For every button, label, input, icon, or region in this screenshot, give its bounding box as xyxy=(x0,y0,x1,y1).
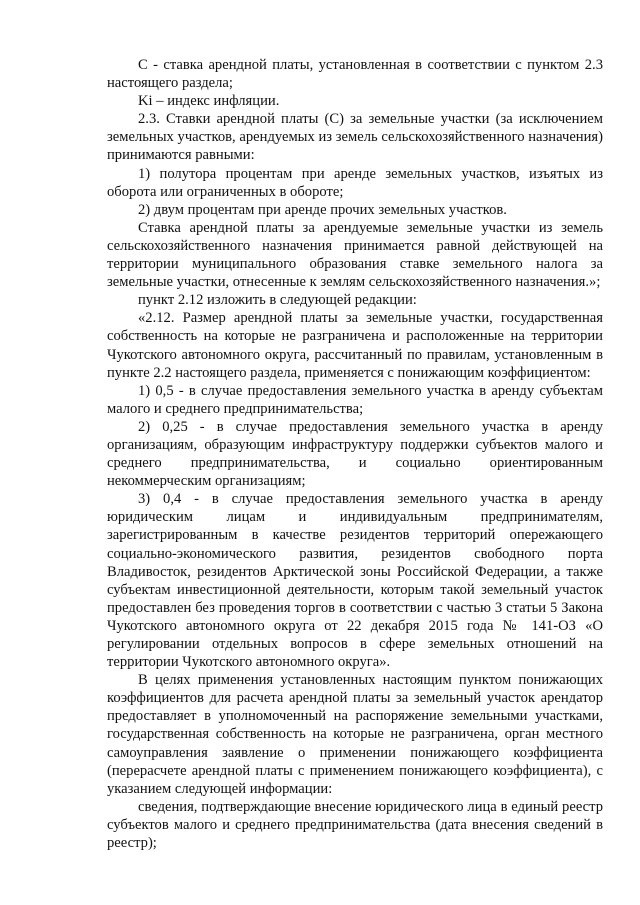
paragraph-ki-definition: Ki – индекс инфляции. xyxy=(138,93,280,110)
paragraph-2-12-item-2: 2) 0,25 - в случае предоставления земельного участка в аренду организациям, образующим инфраструктуру поддержки субъектов малого и среднего предпринимательства, и социально ориентированным некоммерческим организациям; xyxy=(107,418,603,490)
paragraph-2-12-item-1: 1) 0,5 - в случае предоставления земельного участка в аренду субъектам малого и среднего предпринимательства; xyxy=(107,382,603,417)
document-page xyxy=(107,56,603,852)
paragraph-2-3-item-2: 2) двум процентам при аренде прочих земельных участков. xyxy=(138,201,507,218)
paragraph-2-3-item-1: 1) полутора процентам при аренде земельных участков, изъятых из оборота или ограниченных в обороте; xyxy=(107,165,603,200)
paragraph-agricultural-rate: Ставка арендной платы за арендуемые земельные участки из земель сельскохозяйственного назначения принимается равной действующей на территории муниципального образования ставке земельного налога за земельные участки, отнесенные к землям сельскохозяйственного назначения.»; xyxy=(107,219,603,291)
paragraph-2-3: 2.3. Ставки арендной платы (С) за земельные участки (за исключением земельных участков, арендуемых из земель сельскохозяйственного назначения) принимаются равными: xyxy=(107,111,603,164)
paragraph-application-procedure: В целях применения установленных настоящим пунктом понижающих коэффициентов для расчета арендной платы за земельный участок арендатор предоставляет в уполномоченный на распоряжение земельными участками, государственная собственность на которые не разграничена, орган местного самоуправления заявление о применении понижающего коэффициента (перерасчете арендной платы с применением понижающего коэффициента), с указанием следующей информации: xyxy=(107,672,603,797)
paragraph-2-12: «2.12. Размер арендной платы за земельные участки, государственная собственность на которые не разграничена и расположенные на территории Чукотского автономного округа, рассчитанный по правилам, установленным в пункте 2.2 настоящего раздела, применяется с понижающим коэффициентом: xyxy=(107,310,603,381)
paragraph-registry-info: сведения, подтверждающие внесение юридического лица в единый реестр субъектов малого и среднего предпринимательства (дата внесения сведений в реестр); xyxy=(107,798,603,852)
paragraph-c-definition: С - ставка арендной платы, установленная в соответствии с пунктом 2.3 настоящего раздела; xyxy=(107,57,603,92)
paragraph-2-12-item-3: 3) 0,4 - в случае предоставления земельного участка в аренду юридическим лицам и индивидуальным предпринимателям, зарегистрированным в качестве резидентов территорий опережающего социально-экономического развития, резидентов свободного порта Владивосток, резидентов Арктической зоны Российской Федерации, а также субъектам инвестиционной деятельности, которым такой земельный участок предоставлен без проведения торгов в соответствии с частью 3 статьи 5 Закона Чукотского автономного округа от 22 декабря 2015 года № 141-ОЗ «О регулировании отдельных вопросов в сфере земельных отношений на территории Чукотского автономного округа». xyxy=(107,491,603,671)
paragraph-amend-2-12: пункт 2.12 изложить в следующей редакции: xyxy=(138,292,417,309)
